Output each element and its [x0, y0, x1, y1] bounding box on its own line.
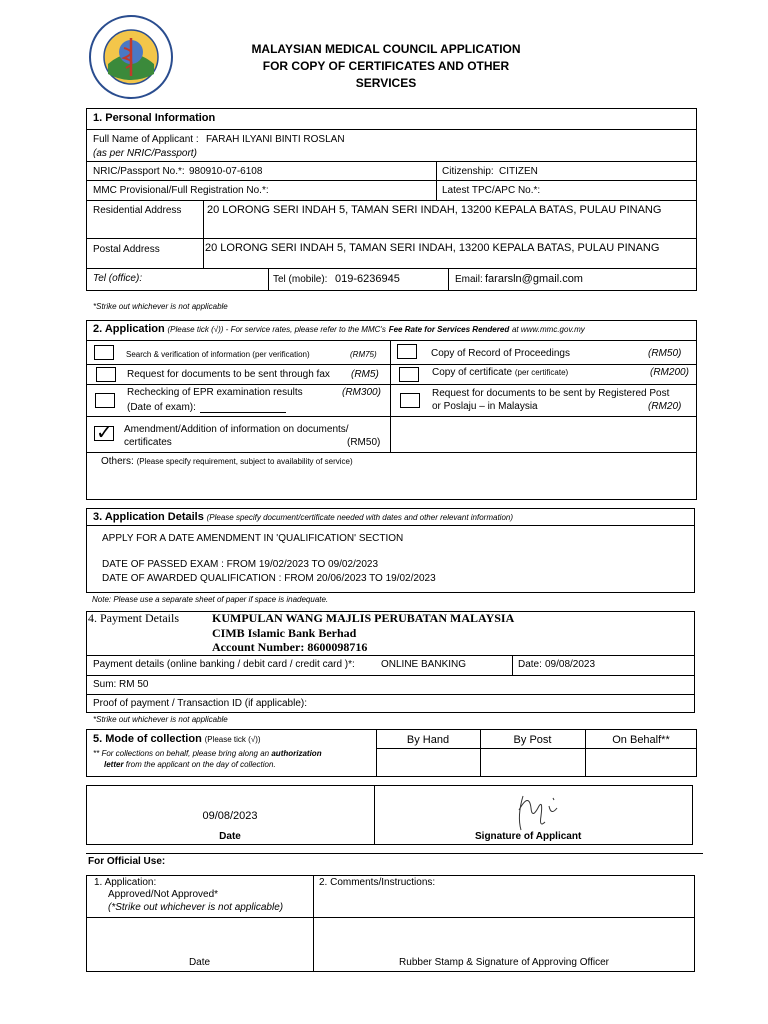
official-date-label: Date	[188, 957, 211, 968]
email-value[interactable]: fararsln@gmail.com	[485, 273, 583, 285]
by-post-option: By Post	[513, 734, 552, 746]
copy-certificate-text: Copy of certificate	[432, 367, 513, 378]
payment-date-value[interactable]: 09/08/2023	[545, 659, 596, 670]
details-heading-text: 3. Application Details	[93, 511, 204, 523]
collection-heading-text: 5. Mode of collection	[93, 733, 202, 745]
postal-address-value[interactable]: 20 LORONG SERI INDAH 5, TAMAN SERI INDAH, 13200 KEPALA BATAS, PULAU PINANG	[205, 242, 660, 254]
others-label-text: Others:	[101, 456, 134, 467]
form-title-line2: FOR COPY OF CERTIFICATES AND OTHER	[262, 59, 510, 73]
official-application-label: 1. Application:	[94, 877, 157, 888]
official-use-heading: For Official Use:	[88, 856, 166, 867]
collection-note-line2	[104, 760, 276, 769]
tel-mobile-value[interactable]: 019-6236945	[335, 273, 400, 285]
official-approval-status[interactable]: Approved/Not Approved*	[108, 889, 219, 900]
collection-heading-note: (Please tick (√))	[204, 735, 261, 744]
citizenship-value[interactable]: CITIZEN	[499, 166, 538, 177]
by-hand-option: By Hand	[406, 734, 450, 746]
citizenship-label: Citizenship:	[442, 166, 494, 177]
payment-method-value[interactable]: ONLINE BANKING	[381, 659, 467, 670]
fax-request-label: Request for documents to be sent through fax	[127, 369, 330, 380]
collection-note2-bold: letter	[104, 760, 124, 769]
full-name-note: (as per NRIC/Passport)	[93, 148, 197, 159]
payment-strike-note: *Strike out whichever is not applicable	[93, 715, 228, 724]
search-verification-checkbox[interactable]	[94, 345, 114, 360]
collection-note-line1	[93, 749, 322, 758]
postal-address-label: Postal Address	[93, 244, 160, 255]
full-name-label: Full Name of Applicant :	[93, 134, 199, 145]
tel-mobile-label: Tel (mobile):	[273, 274, 328, 285]
details-line-1[interactable]: APPLY FOR A DATE AMENDMENT IN 'QUALIFICATION' SECTION	[102, 533, 404, 544]
details-heading-note: (Please specify document/certificate needed with dates and other relevant information)	[206, 513, 514, 522]
registered-post-label-line2: or Poslaju – in Malaysia	[432, 401, 538, 412]
full-name-value[interactable]: FARAH ILYANI BINTI ROSLAN	[206, 134, 345, 145]
mmc-logo	[88, 14, 174, 100]
on-behalf-option: On Behalf**	[612, 734, 670, 746]
residential-address-value[interactable]: 20 LORONG SERI INDAH 5, TAMAN SERI INDAH, 13200 KEPALA BATAS, PULAU PINANG	[207, 204, 662, 216]
by-hand-tick-cell[interactable]	[377, 749, 480, 776]
others-note: (Please specify requirement, subject to availability of service)	[136, 457, 353, 466]
epr-recheck-label: Rechecking of EPR examination results	[127, 387, 303, 398]
record-proceedings-label: Copy of Record of Proceedings	[431, 348, 570, 359]
payment-date-label: Date:	[518, 659, 542, 670]
application-heading-text: 2. Application	[93, 323, 165, 335]
official-strike-note: (*Strike out whichever is not applicable)	[108, 902, 284, 913]
tel-office-label: Tel (office):	[93, 273, 143, 284]
amendment-checkbox[interactable]	[94, 422, 114, 444]
nric-value[interactable]: 980910-07-6108	[189, 166, 263, 177]
proof-of-payment-label: Proof of payment / Transaction ID (if applicable):	[93, 698, 307, 709]
official-comments-label: 2. Comments/Instructions:	[319, 877, 436, 888]
tick-mark-icon: ✓	[96, 422, 113, 444]
personal-strike-note: *Strike out whichever is not applicable	[93, 302, 228, 311]
tpc-apc-label: Latest TPC/APC No.*:	[442, 185, 541, 196]
residential-address-label: Residential Address	[93, 205, 182, 216]
registered-post-checkbox[interactable]	[400, 393, 420, 408]
application-heading	[93, 323, 585, 335]
collection-note1-bold: authorization	[271, 749, 322, 758]
form-title-line1: MALAYSIAN MEDICAL COUNCIL APPLICATION	[251, 42, 521, 56]
record-proceedings-checkbox[interactable]	[397, 344, 417, 359]
exam-date-line[interactable]	[200, 412, 286, 413]
personal-info-heading: 1. Personal Information	[93, 112, 216, 124]
payment-heading: 4. Payment Details	[88, 611, 179, 625]
signature-date-label: Date	[219, 831, 241, 842]
registered-post-fee: (RM20)	[648, 401, 682, 412]
signature-applicant-label: Signature of Applicant	[475, 831, 582, 842]
bank-name-line1: KUMPULAN WANG MAJLIS PERUBATAN MALAYSIA	[212, 611, 515, 625]
account-number: Account Number: 8600098716	[212, 640, 368, 654]
mmc-registration-label: MMC Provisional/Full Registration No.*:	[93, 185, 269, 196]
copy-certificate-checkbox[interactable]	[399, 367, 419, 382]
fee-rate-link[interactable]: Fee Rate for Services Rendered	[388, 325, 510, 334]
payment-method-label: Payment details (online banking / debit card / credit card )*:	[93, 659, 355, 670]
fax-request-checkbox[interactable]	[96, 367, 116, 382]
collection-note1-pre: ** For collections on behalf, please bring along an	[93, 749, 270, 758]
application-heading-tail: at www.mmc.gov.my	[511, 325, 585, 334]
collection-heading	[93, 733, 261, 745]
bank-name-line2: CIMB Islamic Bank Berhad	[212, 626, 357, 640]
payment-sum-value[interactable]: RM 50	[119, 679, 149, 690]
payment-sum-label: Sum:	[93, 679, 117, 690]
copy-certificate-fee: (RM200)	[650, 367, 689, 378]
application-heading-note: (Please tick (√)) - For service rates, please refer to the MMC's	[167, 325, 386, 334]
search-verification-fee: (RM75)	[350, 350, 377, 359]
details-note: Note: Please use a separate sheet of paper if space is inadequate.	[92, 595, 329, 604]
registered-post-label-line1: Request for documents to be sent by Registered Post	[432, 388, 670, 399]
search-verification-label: Search & verification of information (per verification)	[126, 350, 310, 359]
details-line-2[interactable]: DATE OF PASSED EXAM : FROM 19/02/2023 TO 09/02/2023	[102, 559, 379, 570]
applicant-signature	[505, 786, 575, 836]
by-post-tick-cell[interactable]	[481, 749, 585, 776]
application-details-heading	[93, 511, 513, 523]
on-behalf-tick-cell[interactable]	[586, 749, 696, 776]
nric-label: NRIC/Passport No.*:	[93, 166, 185, 177]
exam-date-label: (Date of exam):	[127, 402, 196, 413]
details-line-3[interactable]: DATE OF AWARDED QUALIFICATION : FROM 20/06/2023 TO 19/02/2023	[102, 573, 436, 584]
official-stamp-label: Rubber Stamp & Signature of Approving Officer	[399, 957, 609, 968]
epr-recheck-fee: (RM300)	[342, 387, 381, 398]
epr-recheck-checkbox[interactable]	[95, 393, 115, 408]
email-label: Email:	[455, 274, 483, 285]
record-proceedings-fee: (RM50)	[648, 348, 682, 359]
signature-date-value[interactable]: 09/08/2023	[202, 810, 258, 822]
copy-certificate-label	[432, 367, 568, 378]
others-label	[101, 456, 353, 467]
amendment-label-line1: Amendment/Addition of information on documents/	[124, 424, 349, 435]
collection-note2-post: from the applicant on the day of collection.	[125, 760, 276, 769]
form-title-line3: SERVICES	[355, 76, 417, 90]
amendment-label-line2: certificates	[124, 437, 172, 448]
copy-certificate-small: (per certificate)	[514, 368, 569, 377]
amendment-fee: (RM50)	[347, 437, 381, 448]
fax-request-fee: (RM5)	[351, 369, 379, 380]
